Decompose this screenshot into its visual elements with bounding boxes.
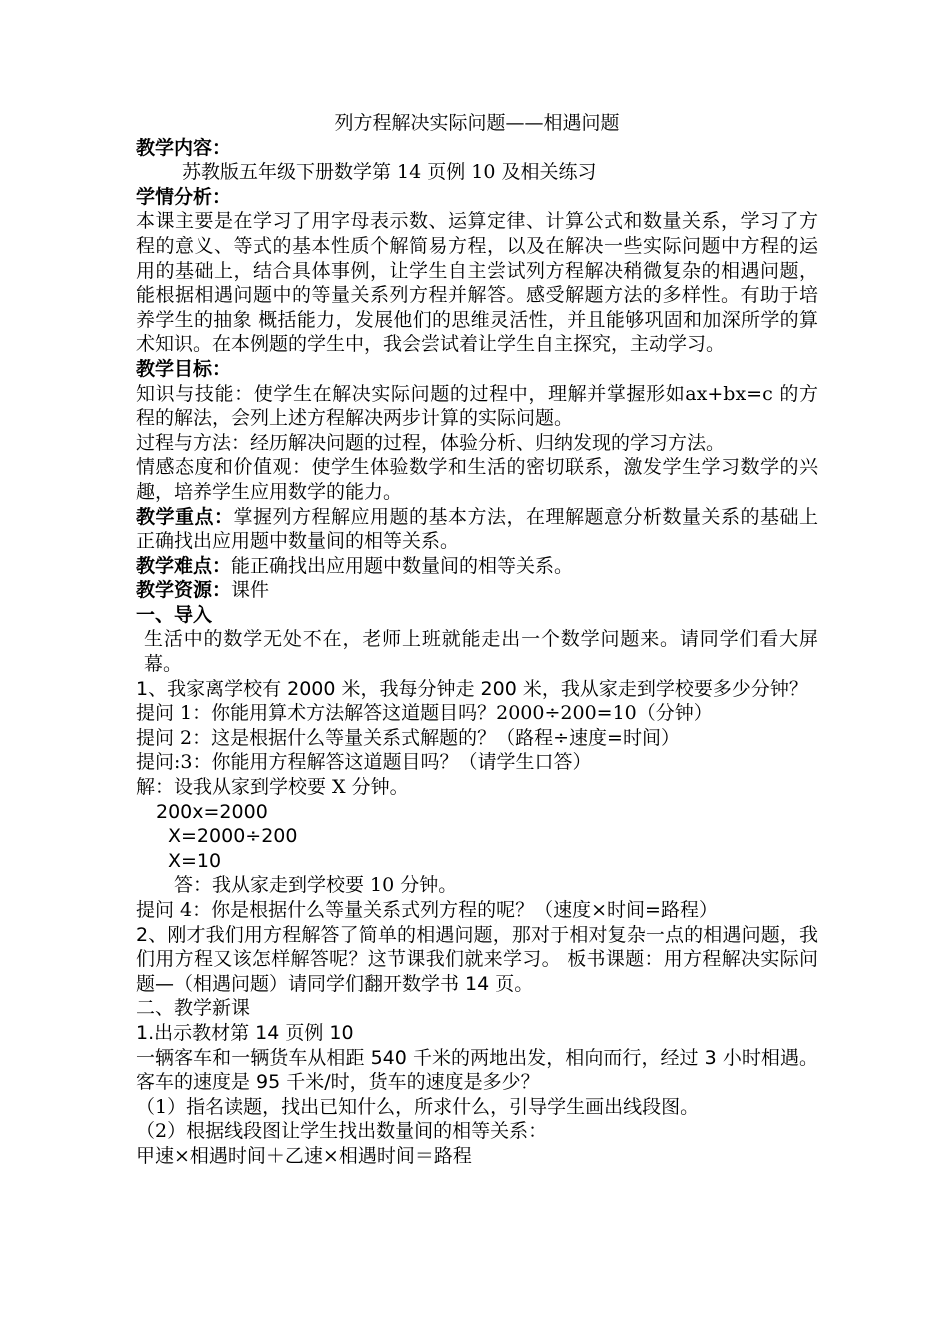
step-2: （2）根据线段图让学生找出数量间的相等关系： [136, 1120, 548, 1143]
solution-line: 解：设我从家到学校要 X 分钟。 [136, 776, 409, 799]
resource-text: 课件 [231, 579, 270, 602]
goal-attitude: 情感态度和价值观：使学生体验数学和生活的密切联系，激发学生学习数学的兴趣，培养学生应用数学的能力。 [136, 456, 818, 503]
difficulty-label: 教学难点： [136, 554, 232, 577]
intro-text: 生活中的数学无处不在，老师上班就能走出一个数学问题来。请同学们看大屏幕。 [144, 628, 818, 676]
equation-1: 200x=2000 [156, 800, 268, 823]
step-1: （1）指名读题，找出已知什么，所求什么，引导学生画出线段图。 [136, 1095, 700, 1118]
section-2-heading: 二、教学新课 [136, 997, 251, 1020]
goals-heading: 教学目标： [136, 357, 232, 380]
goal-knowledge: 知识与技能：使学生在解决实际问题的过程中，理解并掌握形如ax+bx=c 的方程的解法，会列上述方程解决两步计算的实际问题。 [136, 382, 818, 430]
equation-3: X=10 [168, 849, 222, 872]
ask-1: 提问 1：你能用算术方法解答这道题目吗？2000÷200=10（分钟） [136, 702, 713, 725]
content-text: 苏教版五年级下册数学第 14 页例 10 及相关练习 [182, 161, 597, 184]
resource-label: 教学资源： [136, 579, 232, 602]
analysis-heading: 学情分析： [136, 185, 232, 208]
analysis-text: 本课主要是在学习了用字母表示数、运算定律、计算公式和数量关系，学习了方程的意义、等式的基本性质个解简易方程，以及在解决一些实际问题中方程的运用的基础上，结合具体事例，让学生自主尝试列方程解决稍微复杂的相遇问题，能根据相遇问题中的等量关系列方程并解答。感受解题方法的多样性。有助于培养学生的抽象 概括能力，发展他们的思维灵活性，并且能够巩固和加深所学的算术知识。在本例题的学生中，我会尝试着让学生自主探究，主动学习。 [136, 210, 818, 356]
example-text: 一辆客车和一辆货车从相距 540 千米的两地出发，相向而行，经过 3 小时相遇。客车的速度是 95 千米/时，货车的速度是多少？ [136, 1046, 818, 1094]
relation-line: 甲速×相遇时间＋乙速×相遇时间＝路程 [136, 1144, 472, 1167]
ask-2: 提问 2：这是根据什么等量关系式解题的？（路程÷速度=时间） [136, 726, 680, 749]
ask-4: 提问 4：你是根据什么等量关系式列方程的呢？（速度×时间=路程） [136, 899, 718, 921]
key-label: 教学重点： [136, 505, 234, 528]
ask-3: 提问:3：你能用方程解答这道题目吗？（请学生口答） [136, 751, 592, 774]
question-2: 2、刚才我们用方程解答了简单的相遇问题，那对于相对复杂一点的相遇问题，我们用方程又该怎样解答呢？这节课我们就来学习。 板书课题：用方程解决实际问题—（相遇问题）请同学们翻开数学书 14 页。 [136, 923, 818, 995]
section-1-heading: 一、导入 [136, 603, 213, 626]
key-point [136, 505, 818, 554]
difficulty-text: 能正确找出应用题中数量间的相等关系。 [231, 554, 574, 577]
resource-point [136, 578, 818, 603]
answer-line: 答：我从家走到学校要 10 分钟。 [174, 874, 458, 897]
document-body [136, 111, 818, 1169]
content-heading: 教学内容： [136, 136, 232, 159]
key-text: 掌握列方程解应用题的基本方法，在理解题意分析数量关系的基础上正确找出应用题中数量间的相等关系。 [136, 505, 818, 553]
goal-process: 过程与方法：经历解决问题的过程，体验分析、归纳发现的学习方法。 [136, 431, 726, 454]
difficulty-point [136, 554, 818, 579]
example-title: 1.出示教材第 14 页例 10 [136, 1021, 354, 1044]
document-title: 列方程解决实际问题——相遇问题 [334, 112, 620, 134]
equation-2: X=2000÷200 [168, 825, 298, 848]
question-1: 1、我家离学校有 2000 米，我每分钟走 200 米，我从家走到学校要多少分钟？ [136, 677, 808, 700]
